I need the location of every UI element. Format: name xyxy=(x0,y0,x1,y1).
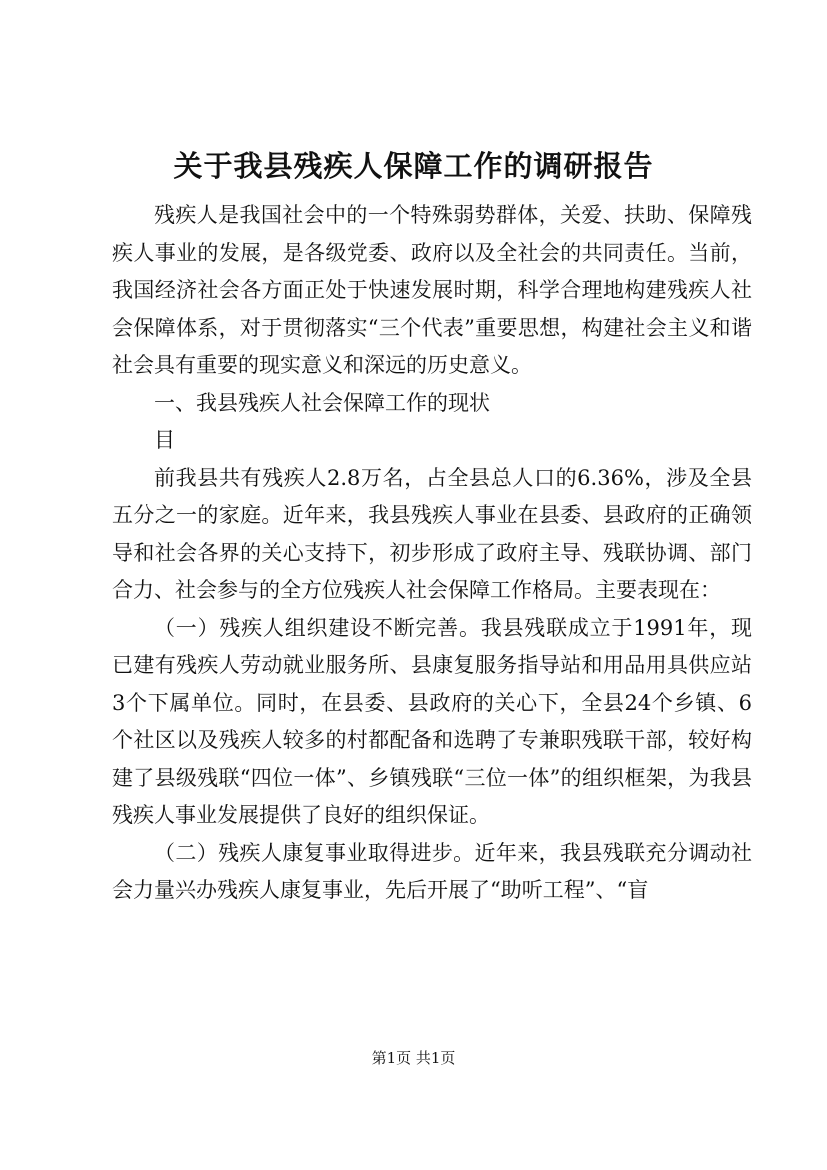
paragraph-intro: 残疾人是我国社会中的一个特殊弱势群体，关爱、扶助、保障残疾人事业的发展，是各级党委、政府以及全社会的共同责任。当前，我国经济社会各方面正处于快速发展时期，科学合理地构建残疾人社会保障体系，对于贯彻落实“三个代表”重要思想，构建社会主义和谐社会具有重要的现实意义和深远的历史意义。 xyxy=(112,203,752,377)
section-heading-1: 一、我县残疾人社会保障工作的现状 xyxy=(154,390,490,415)
paragraph-rehabilitation: （二）残疾人康复事业取得进步。近年来，我县残联充分调动社会力量兴办残疾人康复事业，先后开展了“助听工程”、“盲 xyxy=(112,840,752,902)
page-footer: 第1页 共1页 xyxy=(371,1049,456,1067)
paragraph-organization: （一）残疾人组织建设不断完善。我县残联成立于1991年，现已建有残疾人劳动就业服务所、县康复服务指导站和用品用具供应站3个下属单位。同时，在县委、县政府的关心下，全县24个乡镇、6个社区以及残疾人较多的村都配备和选聘了专兼职残联干部，较好构建了县级残联“四位一体”、乡镇残联“三位一体”的组织框架，为我县残疾人事业发展提供了良好的组织保证。 xyxy=(112,615,752,827)
document-body xyxy=(112,197,752,910)
document-title: 关于我县残疾人保障工作的调研报告 xyxy=(173,149,654,183)
paragraph-fragment: 目 xyxy=(154,428,175,452)
paragraph-status: 前我县共有残疾人2.8万名，占全县总人口的6.36%，涉及全县五分之一的家庭。近年来，我县残疾人事业在县委、县政府的正确领导和社会各界的关心支持下，初步形成了政府主导、残联协调、部门合力、社会参与的全方位残疾人社会保障工作格局。主要表现在： xyxy=(112,465,752,602)
